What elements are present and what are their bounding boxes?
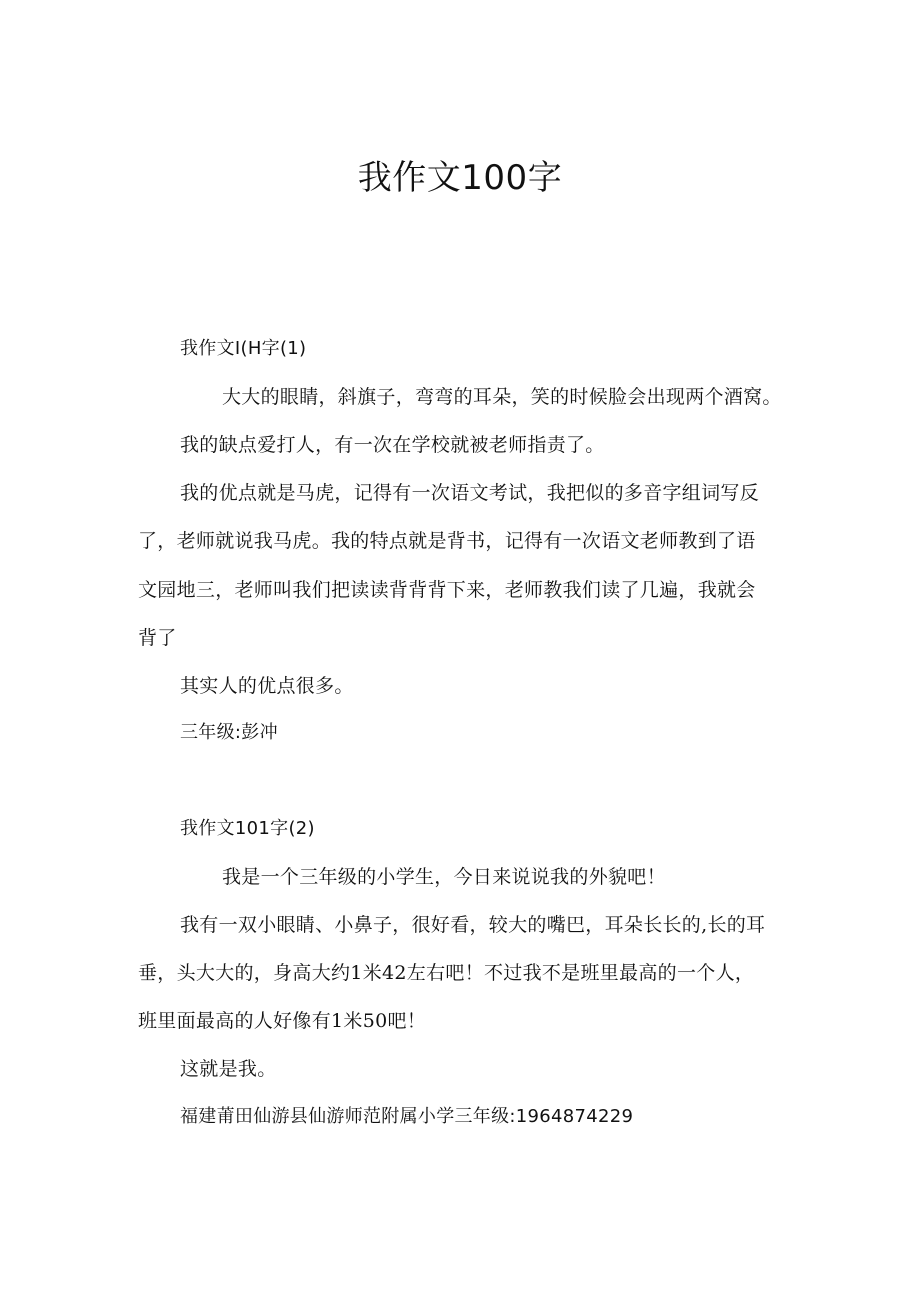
section-1-signature: 三年级:彭冲 xyxy=(180,722,278,743)
paragraph-line: 其实人的优点很多。 xyxy=(180,675,354,697)
paragraph-line: 班里面最高的人好像有1米50吧！ xyxy=(138,1010,427,1032)
section-1-heading: 我作文I(H字(1) xyxy=(180,338,307,359)
document-title: 我作文100字 xyxy=(357,158,563,198)
paragraph-line: 垂，头大大的，身高大约1米42左右吧！不过我不是班里最高的一个人， xyxy=(138,962,755,984)
paragraph-line: 背了 xyxy=(138,627,177,649)
paragraph-line: 大大的眼睛，斜旗子，弯弯的耳朵，笑的时候脸会出现两个酒窝。 xyxy=(222,386,782,408)
paragraph-line: 我的优点就是马虎，记得有一次语文考试，我把似的多音字组词写反 xyxy=(180,482,760,504)
paragraph-line: 这就是我。 xyxy=(180,1058,277,1080)
paragraph-line: 我是一个三年级的小学生，今日来说说我的外貌吧！ xyxy=(222,866,666,888)
section-2-signature: 福建莆田仙游县仙游师范附属小学三年级:1964874229 xyxy=(180,1106,634,1127)
paragraph-line: 我有一双小眼睛、小鼻子，很好看，较大的嘴巴，耳朵长长的,长的耳 xyxy=(180,914,766,936)
paragraph-line: 我的缺点爱打人，有一次在学校就被老师指责了。 xyxy=(180,434,605,456)
paragraph-line: 文园地三，老师叫我们把读读背背背下来，老师教我们读了几遍，我就会 xyxy=(138,579,756,601)
section-2-heading: 我作文101字(2) xyxy=(180,818,315,839)
paragraph-line: 了，老师就说我马虎。我的特点就是背书，记得有一次语文老师教到了语 xyxy=(138,530,756,552)
